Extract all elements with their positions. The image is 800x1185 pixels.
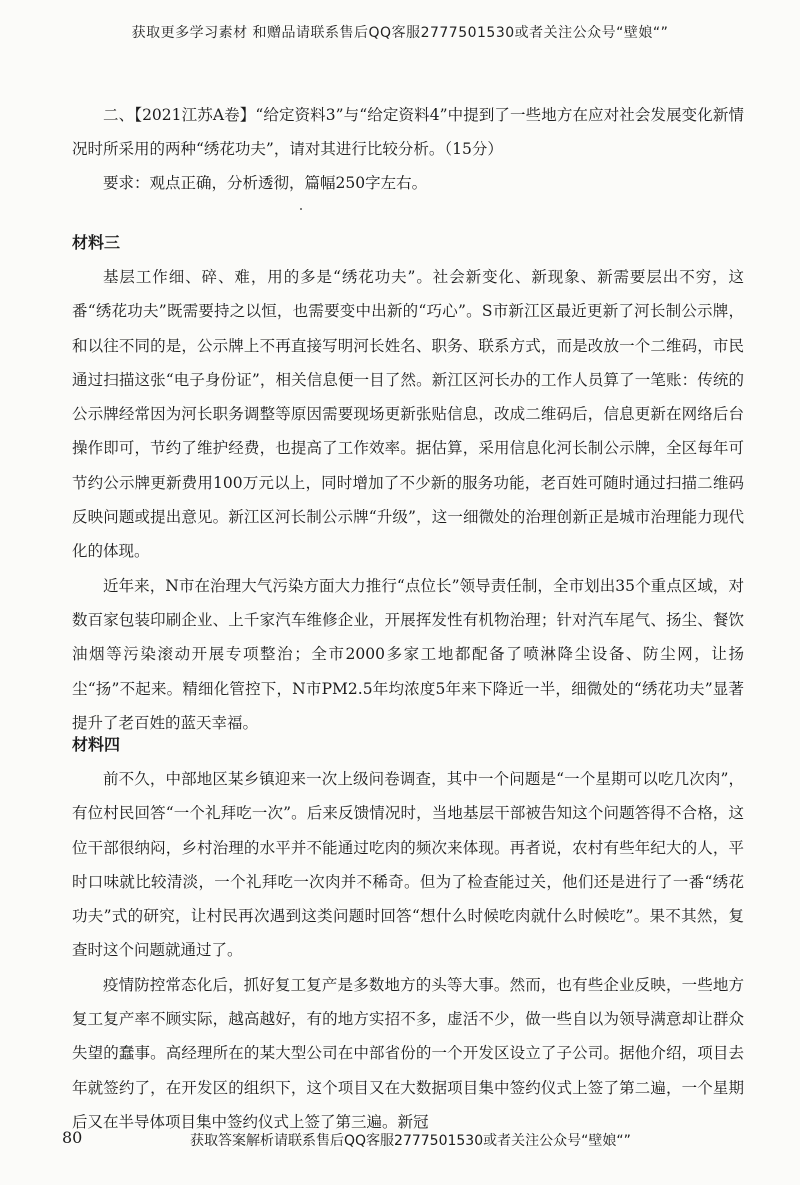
material-four-title: 材料四 — [72, 735, 121, 754]
page-header-banner: 获取更多学习素材 和赠品请联系售后QQ客服2777501530或者关注公众号“壁娘“” — [131, 25, 669, 41]
material-four-paragraph-2: 疫情防控常态化后，抓好复工复产是多数地方的头等大事。然而，也有些企业反映，一些地方复工复产率不顾实际，越高越好，有的地方实招不多，虚活不少，做一些自以为领导满意却让群众失望的蠢事。高经理所在的某大型公司在中部省份的一个开发区设立了子公司。据他介绍，项目去年就签约了，在开发区的组织下，这个项目又在大数据项目集中签约仪式上签了第二遍，一个星期后又在半导体项目集中签约仪式上签了第三遍。新冠 — [72, 975, 744, 1131]
question-block — [72, 98, 744, 200]
page-footer-banner: 获取答案解析请联系售后QQ客服2777501530或者关注公众号“壁娘“” — [190, 1133, 631, 1149]
material-three-section — [72, 226, 744, 740]
scan-speck — [300, 208, 302, 210]
material-four-paragraph-1: 前不久，中部地区某乡镇迎来一次上级问卷调查，其中一个问题是“一个星期可以吃几次肉”，有位村民回答“一个礼拜吃一次”。后来反馈情况时，当地基层干部被告知这个问题答得不合格，这位干部很纳闷，乡村治理的水平并不能通过吃肉的频次来体现。再者说，农村有些年纪大的人，平时口味就比较清淡，一个礼拜吃一次肉并不稀奇。但为了检查能过关，他们还是进行了一番“绣花功夫”式的研究，让村民再次遇到这类问题时回答“想什么时候吃肉就什么时候吃”。果不其然，复查时这个问题就通过了。 — [72, 770, 744, 960]
material-three-title: 材料三 — [72, 233, 121, 252]
material-three-paragraph-1: 基层工作细、碎、难，用的多是“绣花功夫”。社会新变化、新现象、新需要层出不穷，这番“绣花功夫”既需要持之以恒，也需要变中出新的“巧心”。S市新江区最近更新了河长制公示牌，和以往不同的是，公示牌上不再直接写明河长姓名、职务、联系方式，而是改放一个二维码，市民通过扫描这张“电子身份证”，相关信息便一目了然。新江区河长办的工作人员算了一笔账：传统的公示牌经常因为河长职务调整等原因需要现场更新张贴信息，改成二维码后，信息更新在网络后台操作即可，节约了维护经费，也提高了工作效率。据估算，采用信息化河长制公示牌，全区每年可节约公示牌更新费用100万元以上，同时增加了不少新的服务功能，老百姓可随时通过扫描二维码反映问题或提出意见。新江区河长制公示牌“升级”，这一细微处的治理创新正是城市治理能力现代化的体现。 — [72, 268, 744, 561]
page-number: 80 — [62, 1128, 83, 1147]
material-three-paragraph-2: 近年来，N市在治理大气污染方面大力推行“点位长”领导责任制，全市划出35个重点区域，对数百家包装印刷企业、上千家汽车维修企业，开展挥发性有机物治理；针对汽车尾气、扬尘、餐饮油烟等污染滚动开展专项整治；全市2000多家工地都配备了喷淋降尘设备、防尘网，让扬尘“扬”不起来。精细化管控下，N市PM2.5年均浓度5年来下降近一半，细微处的“绣花功夫”显著提升了老百姓的蓝天幸福。 — [72, 576, 744, 732]
question-requirement: 要求：观点正确，分析透彻，篇幅250字左右。 — [103, 174, 428, 192]
material-four-section — [72, 728, 744, 1139]
question-prompt: 二、【2021江苏A卷】“给定资料3”与“给定资料4”中提到了一些地方在应对社会发展变化新情况时所采用的两种“绣花功夫”，请对其进行比较分析。（15分） — [72, 106, 744, 158]
